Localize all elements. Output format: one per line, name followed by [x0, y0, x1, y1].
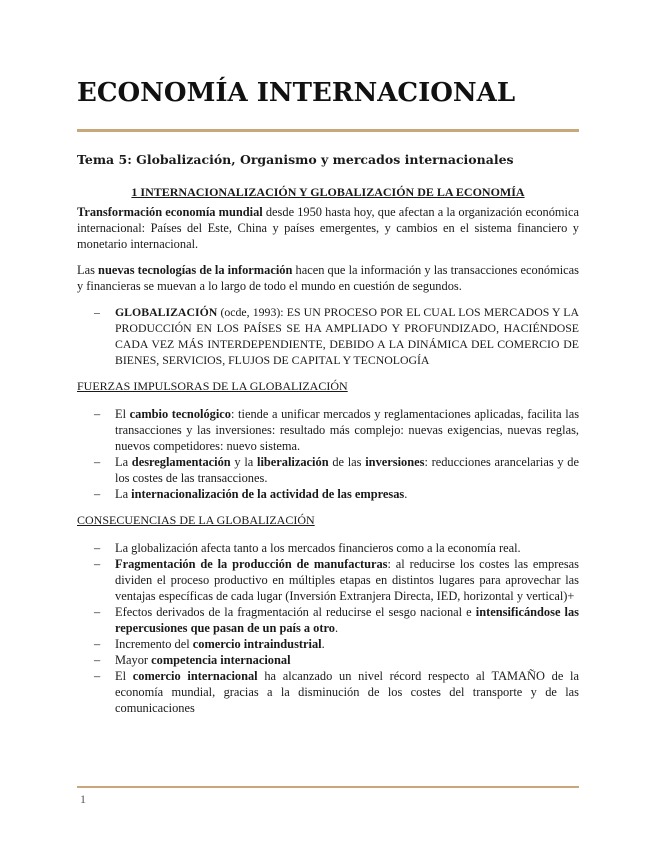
- bold-term: nuevas tecnologías de la información: [98, 263, 293, 277]
- paragraph-text: desde 1950 hasta hoy, que afectan a la organización económica internacional: Países del Este, China y países emergentes, y cambios en el sistema financiero y monetario internacional.: [77, 205, 579, 251]
- page-number: 1: [80, 792, 86, 806]
- bold-term: comercio internacional: [132, 669, 258, 683]
- document-title: ECONOMÍA INTERNACIONAL: [77, 78, 516, 108]
- item-text: ha alcanzado un nivel récord respecto al TAMAÑO de la economía mundial, gracias a la disminución de los costes del transporte y de las comunicaciones: [115, 669, 579, 715]
- bold-term: liberalización: [257, 455, 329, 469]
- list-item: [77, 652, 579, 668]
- item-text: : al reducirse los costes las empresas dividen el proceso productivo en múltiples etapas en distintos lugares para aprovechar las ventajas específicas de cada lugar (Inversión Extranjera Directa, IED, horizontal y vertical)+: [115, 557, 579, 603]
- bold-term: Fragmentación de la producción de manufacturas: [115, 557, 388, 571]
- item-text: Mayor: [115, 653, 152, 667]
- document-body: [77, 152, 579, 726]
- globalizacion-definition-list: [77, 304, 579, 368]
- paragraph-text: Las: [77, 263, 99, 277]
- item-text: La globalización afecta tanto a los mercados financieros como a la economía real.: [115, 541, 521, 555]
- bold-term: GLOBALIZACIÓN: [115, 305, 218, 319]
- citation: (ocde, 1993):: [217, 305, 287, 319]
- consecuencias-list: [77, 540, 579, 716]
- item-text: de las: [328, 455, 366, 469]
- list-item: [77, 540, 579, 556]
- item-text: .: [404, 487, 408, 501]
- bold-term: desreglamentación: [131, 455, 231, 469]
- paragraph-tecnologias: [77, 262, 579, 294]
- consecuencias-heading: CONSECUENCIAS DE LA GLOBALIZACIÓN: [77, 513, 315, 527]
- bold-term: competencia internacional: [151, 653, 291, 667]
- list-item: [77, 604, 579, 636]
- bold-term: comercio intraindustrial: [192, 637, 322, 651]
- paragraph-transformacion: [77, 204, 579, 252]
- item-text: El: [115, 407, 130, 421]
- item-text: .: [321, 637, 325, 651]
- list-item: [77, 486, 579, 502]
- footer-divider: [77, 786, 579, 788]
- list-item: [77, 406, 579, 454]
- list-item: [77, 304, 579, 368]
- item-text: .: [334, 621, 339, 635]
- list-item: [77, 668, 579, 716]
- list-item: [77, 636, 579, 652]
- fuerzas-heading: FUERZAS IMPULSORAS DE LA GLOBALIZACIÓN: [77, 379, 348, 393]
- bold-term: internacionalización de la actividad de las empresas: [131, 487, 405, 501]
- item-text: La: [115, 487, 132, 501]
- title-divider: [77, 129, 579, 132]
- item-text: Efectos derivados de la fragmentación al reducirse el sesgo nacional e: [115, 605, 476, 619]
- item-text: : tiende a unificar mercados y reglamentaciones aplicadas, facilita las transacciones y las inversiones: resultado más complejo: nuevas exigencias, nuevas reglas, nuevos competidores: nuevo sistema.: [115, 407, 580, 453]
- bold-term: inversiones: [365, 455, 425, 469]
- definition-text: ES UN PROCESO POR EL CUAL LOS MERCADOS Y LA PRODUCCIÓN EN LOS PAÍSES SE HA AMPLIADO Y PROFUNDIZADO, HACIÉNDOSE CADA VEZ MÁS INTERDEPENDIENTE, DEBIDO A LA DINÁMICA DEL COMERCIO DE BIENES, SERVICIOS, FLUJOS DE CAPITAL Y TECNOLOGÍA: [115, 305, 579, 367]
- paragraph-text: hacen que la información y las transacciones económicas y financieras se muevan a lo largo de todo el mundo en cuestión de segundos.: [77, 263, 579, 293]
- fuerzas-list: [77, 406, 579, 502]
- topic-subtitle: Tema 5: Globalización, Organismo y mercados internacionales: [77, 152, 514, 167]
- section-heading: 1 INTERNACIONALIZACIÓN Y GLOBALIZACIÓN DE LA ECONOMÍA: [131, 185, 525, 199]
- list-item: [77, 556, 579, 604]
- bold-term: intensificándose las repercusiones que pasan de un país a otro: [115, 605, 579, 635]
- item-text: Incremento del: [115, 637, 193, 651]
- item-text: El: [115, 669, 133, 683]
- list-item: [77, 454, 579, 486]
- bold-term: cambio tecnológico: [129, 407, 231, 421]
- item-text: La: [115, 455, 132, 469]
- bold-term: Transformación economía mundial: [77, 205, 263, 219]
- item-text: y la: [230, 455, 257, 469]
- item-text: : reducciones arancelarias y de los costes de las transacciones.: [115, 455, 579, 485]
